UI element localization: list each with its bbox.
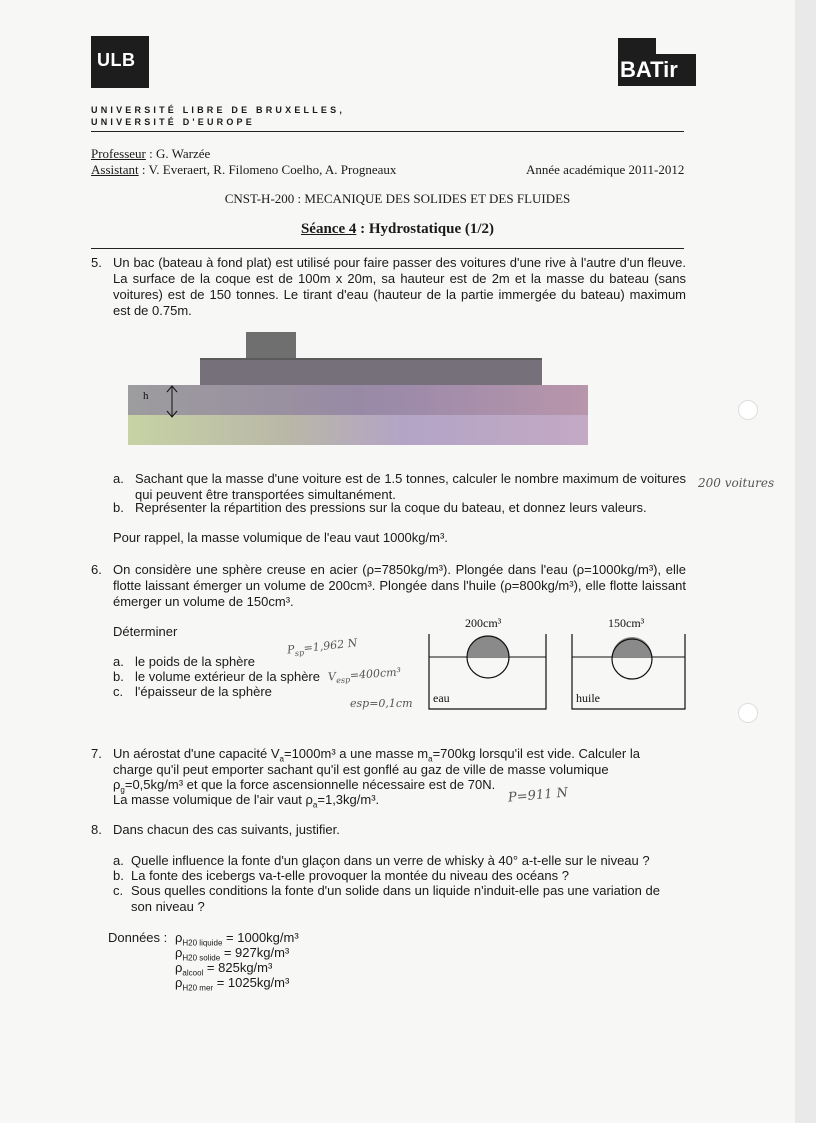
question-8b-label: b.	[113, 868, 124, 883]
professor-label: Professeur	[91, 146, 146, 161]
question-7-line-4	[113, 792, 379, 814]
ulb-logo	[91, 36, 149, 88]
rho-value: = 825kg/m³	[203, 960, 273, 975]
course-title: CNST-H-200 : MECANIQUE DES SOLIDES ET DES FLUIDES	[224, 191, 571, 206]
header-rule	[91, 131, 684, 132]
title-rule	[91, 248, 684, 249]
submerged-hull	[128, 385, 588, 415]
rho-value: = 927kg/m³	[220, 945, 290, 960]
q7-line4-sub: a	[312, 800, 318, 810]
rho-symbol: ρ	[175, 945, 183, 960]
rho-value: = 1000kg/m³	[222, 930, 299, 945]
question-6b-text: le volume extérieur de la sphère	[135, 669, 320, 684]
question-6c-label: c.	[113, 684, 124, 699]
q7-line1-sub: a	[279, 754, 284, 764]
question-8c-text: Sous quelles conditions la fonte d'un solide dans un liquide n'induit-elle pas une variation de son niveau ?	[131, 883, 660, 914]
university-name	[91, 104, 345, 128]
hw-psp-sub: sp	[294, 648, 305, 659]
boat-deck-line	[200, 358, 542, 360]
question-8a-label: a.	[113, 853, 124, 868]
data-label: Données :	[108, 930, 168, 945]
handwritten-vesp	[328, 665, 402, 685]
sphere-emerged-oil	[612, 637, 652, 657]
assistant-line	[91, 162, 396, 178]
boat-figure	[128, 325, 598, 450]
q7-line3-a: ρ	[113, 777, 121, 792]
batir-logo-text: BATir	[618, 54, 696, 86]
hw-vesp-value: =400cm³	[349, 665, 402, 683]
fig-liquid-water: eau	[433, 691, 450, 705]
sphere-emerged-water	[467, 636, 509, 657]
question-7-number: 7.	[91, 746, 102, 761]
assistant-value: : V. Everaert, R. Filomeno Coelho, A. Progneaux	[138, 162, 397, 177]
rho-sub: H20 liquide	[182, 938, 223, 948]
hw-vesp-sub: esp	[335, 675, 351, 686]
question-6c-text: l'épaisseur de la sphère	[135, 684, 272, 699]
professor-line	[91, 146, 210, 162]
hw-vesp-symbol: V	[327, 670, 337, 684]
question-8a-text: Quelle influence la fonte d'un glaçon dans un verre de whisky à 40° a-t-elle sur le niveau ?	[131, 853, 650, 868]
handwritten-esp: esp=0,1cm	[350, 697, 413, 710]
question-6b-label: b.	[113, 669, 124, 684]
q7-line3-b: =0,5kg/m³ et que la force ascensionnelle nécessaire est de 70N.	[124, 777, 496, 792]
handwritten-p911: P=911 N	[507, 785, 569, 806]
hw-psp-value: =1,962 N	[302, 636, 358, 655]
question-6a-text: le poids de la sphère	[135, 654, 255, 669]
rho-symbol: ρ	[175, 975, 183, 990]
handwritten-psp	[286, 636, 358, 658]
question-8c-label: c.	[113, 883, 124, 898]
assistant-label: Assistant	[91, 162, 139, 177]
rho-value: = 1025kg/m³	[213, 975, 290, 990]
university-line-1: UNIVERSITÉ LIBRE DE BRUXELLES,	[91, 105, 346, 115]
hw-psp-symbol: P	[286, 642, 296, 657]
punch-hole-top	[738, 400, 758, 420]
question-5-text: Un bac (bateau à fond plat) est utilisé pour faire passer des voitures d'une rive à l'autre d'un fleuve. La surface de la coque est de 100m x 20m, sa hauteur est de 2m et la masse du bateau (sans voitures) est de 150 tonnes. Le tirant d'eau (hauteur de la partie immergée du bateau) maximum est de 0.75m.	[113, 255, 686, 318]
fig-liquid-oil: huile	[576, 691, 600, 705]
q7-line1-c: =700kg lorsqu'il est vide. Calculer la	[432, 746, 640, 761]
rho-sub: alcool	[182, 968, 204, 978]
q7-line1-a: Un aérostat d'une capacité V	[113, 746, 280, 761]
question-5a-label: a.	[113, 471, 124, 486]
academic-year: Année académique 2011-2012	[526, 162, 685, 177]
session-subtitle: : Hydrostatique (1/2)	[356, 221, 495, 237]
punch-hole-bottom	[738, 703, 758, 723]
q7-line4-b: =1,3kg/m³.	[317, 792, 380, 807]
batir-logo	[618, 38, 696, 90]
rho-symbol: ρ	[175, 960, 183, 975]
page-edge-shadow	[795, 0, 816, 1123]
question-5b-label: b.	[113, 500, 124, 515]
rho-sub: H20 mer	[182, 983, 214, 993]
rho-symbol: ρ	[175, 930, 183, 945]
q7-line1-sub2: a	[428, 754, 433, 764]
boat-hull	[200, 358, 542, 385]
ulb-logo-text: ULB	[97, 50, 136, 70]
session-label: Séance 4	[300, 221, 357, 237]
question-8b-text: La fonte des icebergs va-t-elle provoquer la montée du niveau des océans ?	[131, 868, 569, 883]
q7-line1-b: =1000m³ a une masse m	[283, 746, 429, 761]
question-5-number: 5.	[91, 255, 102, 270]
sphere-figures	[425, 612, 690, 712]
question-6-number: 6.	[91, 562, 102, 577]
question-5-reminder: Pour rappel, la masse volumique de l'eau vaut 1000kg/m³.	[113, 530, 448, 545]
professor-value: : G. Warzée	[145, 146, 211, 161]
question-5b-text: Représenter la répartition des pressions sur la coque du bateau, et donnez leurs valeurs.	[135, 500, 647, 515]
question-7-line-2: charge qu'il peut emporter sachant qu'il est gonflé au gaz de ville de masse volumique	[113, 762, 609, 777]
fig-volume-water: 200cm³	[465, 616, 502, 630]
h-label: h	[143, 390, 149, 402]
university-line-2: UNIVERSITÉ D'EUROPE	[91, 117, 255, 127]
fig-volume-oil: 150cm³	[608, 616, 645, 630]
question-8-intro: Dans chacun des cas suivants, justifier.	[113, 822, 340, 837]
question-6-determine: Déterminer	[113, 624, 178, 639]
rho-sub: H20 solide	[182, 953, 221, 963]
q7-line4-a: La masse volumique de l'air vaut ρ	[113, 792, 313, 807]
question-6a-label: a.	[113, 654, 124, 669]
boat-cabin	[246, 332, 296, 358]
question-6-text: On considère une sphère creuse en acier (ρ=7850kg/m³). Plongée dans l'eau (ρ=1000kg/m³), elle flotte laissant émerger un volume de 200cm³. Plongée dans l'huile (ρ=800kg/m³), elle flotte laissant émerger un volume de 150cm³.	[113, 562, 686, 609]
question-8-number: 8.	[91, 822, 102, 837]
data-rho-sea	[175, 975, 289, 997]
handwritten-voitures: 200 voitures	[698, 476, 775, 490]
q7-line3-sub: g	[120, 785, 125, 795]
question-5a-text: Sachant que la masse d'une voiture est de 1.5 tonnes, calculer le nombre maximum de voitures qui peuvent être transportées simultanément.	[135, 471, 686, 502]
session-title	[0, 221, 795, 238]
